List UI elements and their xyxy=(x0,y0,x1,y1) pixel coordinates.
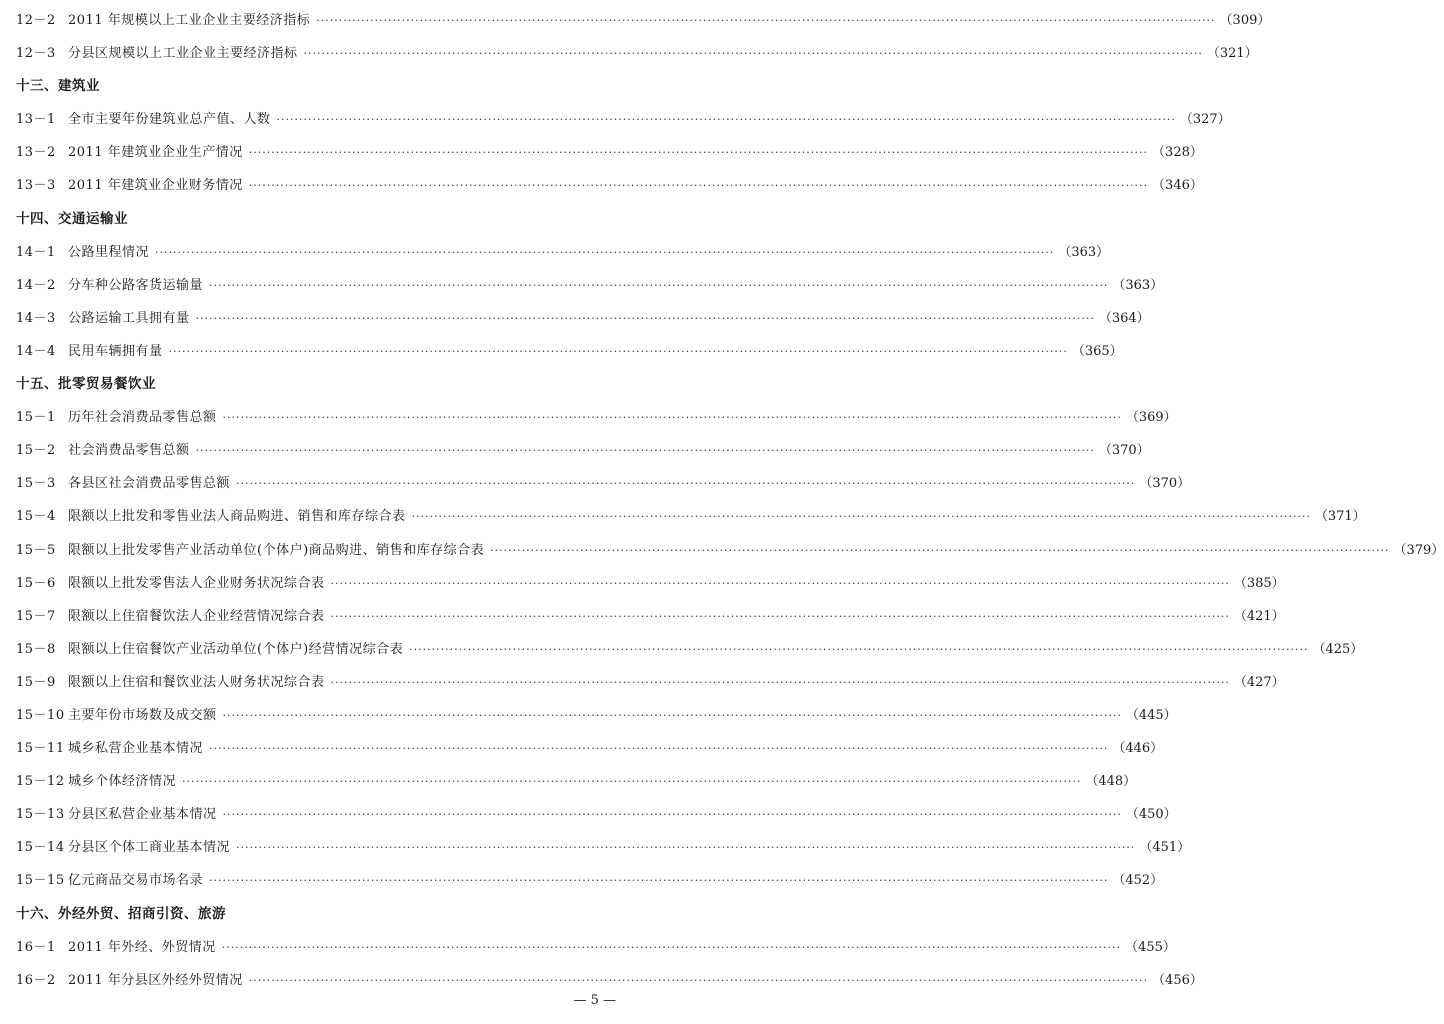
entry-page: （309） xyxy=(1219,13,1271,28)
entry-page: （371） xyxy=(1314,509,1366,525)
entry-page: （379） xyxy=(1393,542,1444,558)
entry-title: 全市主要年份建筑业总产值、人数 xyxy=(68,112,271,128)
entry-page: （385） xyxy=(1233,575,1285,591)
section-title: 十五、批零贸易餐饮业 xyxy=(16,376,156,393)
entry-page: （450） xyxy=(1125,807,1177,823)
entry-number: 12－3 xyxy=(16,46,56,62)
entry-number: 13－3 xyxy=(16,178,56,194)
table-of-contents xyxy=(16,4,1444,997)
toc-entry xyxy=(16,534,1444,567)
entry-number: 15－13 xyxy=(16,807,65,823)
entry-number: 15－1 xyxy=(16,410,56,426)
section-heading xyxy=(16,70,622,103)
entry-number: 14－3 xyxy=(16,310,56,326)
entry-number: 13－1 xyxy=(16,112,56,128)
leader-dots: ········································································································································································································ xyxy=(409,642,1309,656)
leader-dots: ········································································································································································································ xyxy=(182,775,1082,789)
page-number: — 5 — xyxy=(573,993,616,1008)
entry-number: 14－1 xyxy=(16,244,56,260)
toc-entry xyxy=(16,467,1191,500)
entry-number: 15－7 xyxy=(16,608,56,624)
entry-title: 限额以上批发零售法人企业财务状况综合表 xyxy=(68,575,325,591)
entry-title: 分县区个体工商业基本情况 xyxy=(68,840,231,856)
entry-number: 15－14 xyxy=(16,840,65,856)
entry-number: 15－15 xyxy=(16,873,65,889)
toc-entry xyxy=(16,169,1203,202)
entry-title: 2011 年建筑业企业财务情况 xyxy=(68,178,243,194)
entry-title: 民用车辆拥有量 xyxy=(68,343,163,359)
leader-dots: ········································································································································································································ xyxy=(316,14,1216,27)
entry-number: 16－1 xyxy=(16,939,56,955)
leader-dots: ········································································································································································································ xyxy=(222,708,1122,722)
leader-dots: ········································································································································································································ xyxy=(155,245,1055,259)
toc-entry xyxy=(16,633,1364,666)
entry-page: （455） xyxy=(1125,939,1176,955)
entry-title: 2011 年外经、外贸情况 xyxy=(68,939,216,955)
toc-entry xyxy=(16,302,1150,335)
toc-entry xyxy=(16,136,1203,169)
entry-title: 2011 年分县区外经外贸情况 xyxy=(68,972,243,988)
entry-page: （452） xyxy=(1112,873,1164,889)
entry-number: 14－4 xyxy=(16,343,56,359)
entry-page: （446） xyxy=(1112,741,1164,757)
leader-dots: ········································································································································································································ xyxy=(209,278,1109,292)
toc-entry xyxy=(16,4,1271,37)
entry-title: 分车种公路客货运输量 xyxy=(68,277,204,293)
section-heading xyxy=(16,203,622,236)
entry-title: 限额以上住宿餐饮产业活动单位(个体户)经营情况综合表 xyxy=(68,641,404,657)
leader-dots: ········································································································································································································ xyxy=(330,576,1230,590)
toc-entry xyxy=(16,567,1285,600)
toc-entry xyxy=(16,765,1137,798)
leader-dots: ········································································································································································································ xyxy=(330,675,1230,689)
entry-title: 2011 年建筑业企业生产情况 xyxy=(68,145,243,161)
entry-number: 15－12 xyxy=(16,774,65,790)
entry-title: 限额以上批发和零售业法人商品购进、销售和库存综合表 xyxy=(68,509,406,525)
leader-dots: ········································································································································································································ xyxy=(195,444,1095,458)
entry-page: （365） xyxy=(1071,343,1123,359)
entry-title: 公路里程情况 xyxy=(68,244,150,260)
entry-page: （327） xyxy=(1179,112,1231,128)
entry-title: 限额以上住宿餐饮法人企业经营情况综合表 xyxy=(68,608,325,624)
toc-entry xyxy=(16,666,1285,699)
toc-entry xyxy=(16,103,1231,136)
toc-entry xyxy=(16,500,1366,533)
entry-number: 15－4 xyxy=(16,509,56,525)
leader-dots: ········································································································································································································ xyxy=(222,808,1122,822)
entry-number: 15－6 xyxy=(16,575,56,591)
toc-entry xyxy=(16,37,1258,70)
toc-entry xyxy=(16,732,1164,765)
section-heading xyxy=(16,898,622,931)
toc-entry xyxy=(16,831,1191,864)
entry-page: （369） xyxy=(1125,410,1177,426)
section-title: 十六、外经外贸、招商引资、旅游 xyxy=(16,905,226,922)
entry-title: 历年社会消费品零售总额 xyxy=(68,410,217,426)
leader-dots: ········································································································································································································ xyxy=(276,113,1176,127)
entry-title: 各县区社会消费品零售总额 xyxy=(68,476,231,492)
toc-entry xyxy=(16,864,1164,897)
entry-page: （363） xyxy=(1112,277,1164,293)
leader-dots: ········································································································································································································ xyxy=(236,477,1136,491)
entry-number: 13－2 xyxy=(16,145,56,161)
entry-page: （456） xyxy=(1152,972,1203,988)
entry-page: （364） xyxy=(1098,310,1150,326)
entry-number: 15－3 xyxy=(16,476,56,492)
leader-dots: ········································································································································································································ xyxy=(248,146,1149,160)
entry-title: 公路运输工具拥有量 xyxy=(68,310,190,326)
section-title: 十三、建筑业 xyxy=(16,78,100,95)
leader-dots: ········································································································································································································ xyxy=(236,841,1136,855)
entry-number: 15－11 xyxy=(16,741,65,757)
entry-page: （421） xyxy=(1233,608,1285,624)
toc-entry xyxy=(16,335,1123,368)
leader-dots: ········································································································································································································ xyxy=(330,609,1230,623)
entry-number: 16－2 xyxy=(16,972,56,988)
entry-number: 15－2 xyxy=(16,443,56,459)
entry-page: （448） xyxy=(1085,774,1137,790)
leader-dots: ········································································································································································································ xyxy=(411,510,1311,524)
toc-entry xyxy=(16,401,1177,434)
entry-number: 15－8 xyxy=(16,641,56,657)
section-heading xyxy=(16,368,622,401)
entry-page: （445） xyxy=(1125,707,1177,723)
leader-dots: ········································································································································································································ xyxy=(490,543,1390,557)
toc-entry xyxy=(16,798,1177,831)
leader-dots: ········································································································································································································ xyxy=(221,940,1122,954)
entry-title: 限额以上住宿和餐饮业法人财务状况综合表 xyxy=(68,674,325,690)
leader-dots: ········································································································································································································ xyxy=(195,311,1095,325)
entry-page: （370） xyxy=(1139,476,1191,492)
toc-entry xyxy=(16,964,1203,997)
entry-title: 2011 年规模以上工业企业主要经济指标 xyxy=(68,13,311,28)
leader-dots: ········································································································································································································ xyxy=(248,179,1149,193)
entry-number: 15－9 xyxy=(16,674,56,690)
leader-dots: ········································································································································································································ xyxy=(222,411,1122,425)
leader-dots: ········································································································································································································ xyxy=(209,742,1109,756)
entry-title: 主要年份市场数及成交额 xyxy=(68,707,217,723)
entry-number: 14－2 xyxy=(16,277,56,293)
toc-entry xyxy=(16,600,1285,633)
leader-dots: ········································································································································································································ xyxy=(168,344,1068,358)
entry-title: 限额以上批发零售产业活动单位(个体户)商品购进、销售和库存综合表 xyxy=(68,542,485,558)
entry-page: （321） xyxy=(1206,46,1258,62)
leader-dots: ········································································································································································································ xyxy=(209,874,1109,888)
leader-dots: ········································································································································································································ xyxy=(248,973,1149,987)
entry-page: （328） xyxy=(1152,145,1203,161)
toc-entry xyxy=(16,236,1110,269)
entry-page: （425） xyxy=(1312,641,1364,657)
toc-entry xyxy=(16,269,1164,302)
entry-number: 15－5 xyxy=(16,542,56,558)
entry-title: 城乡私营企业基本情况 xyxy=(68,741,204,757)
entry-title: 城乡个体经济情况 xyxy=(68,774,177,790)
entry-title: 分县区私营企业基本情况 xyxy=(68,807,217,823)
toc-entry xyxy=(16,434,1150,467)
entry-page: （370） xyxy=(1098,443,1150,459)
entry-title: 社会消费品零售总额 xyxy=(68,443,190,459)
entry-title: 分县区规模以上工业企业主要经济指标 xyxy=(68,46,298,62)
entry-page: （363） xyxy=(1058,244,1110,260)
section-title: 十四、交通运输业 xyxy=(16,210,128,227)
entry-title: 亿元商品交易市场名录 xyxy=(68,873,204,889)
entry-page: （346） xyxy=(1152,178,1203,194)
leader-dots: ········································································································································································································ xyxy=(303,47,1203,61)
entry-page: （427） xyxy=(1233,674,1285,690)
entry-number: 12－2 xyxy=(16,13,56,28)
toc-entry xyxy=(16,699,1177,732)
toc-entry xyxy=(16,931,1176,964)
entry-page: （451） xyxy=(1139,840,1191,856)
entry-number: 15－10 xyxy=(16,707,65,723)
